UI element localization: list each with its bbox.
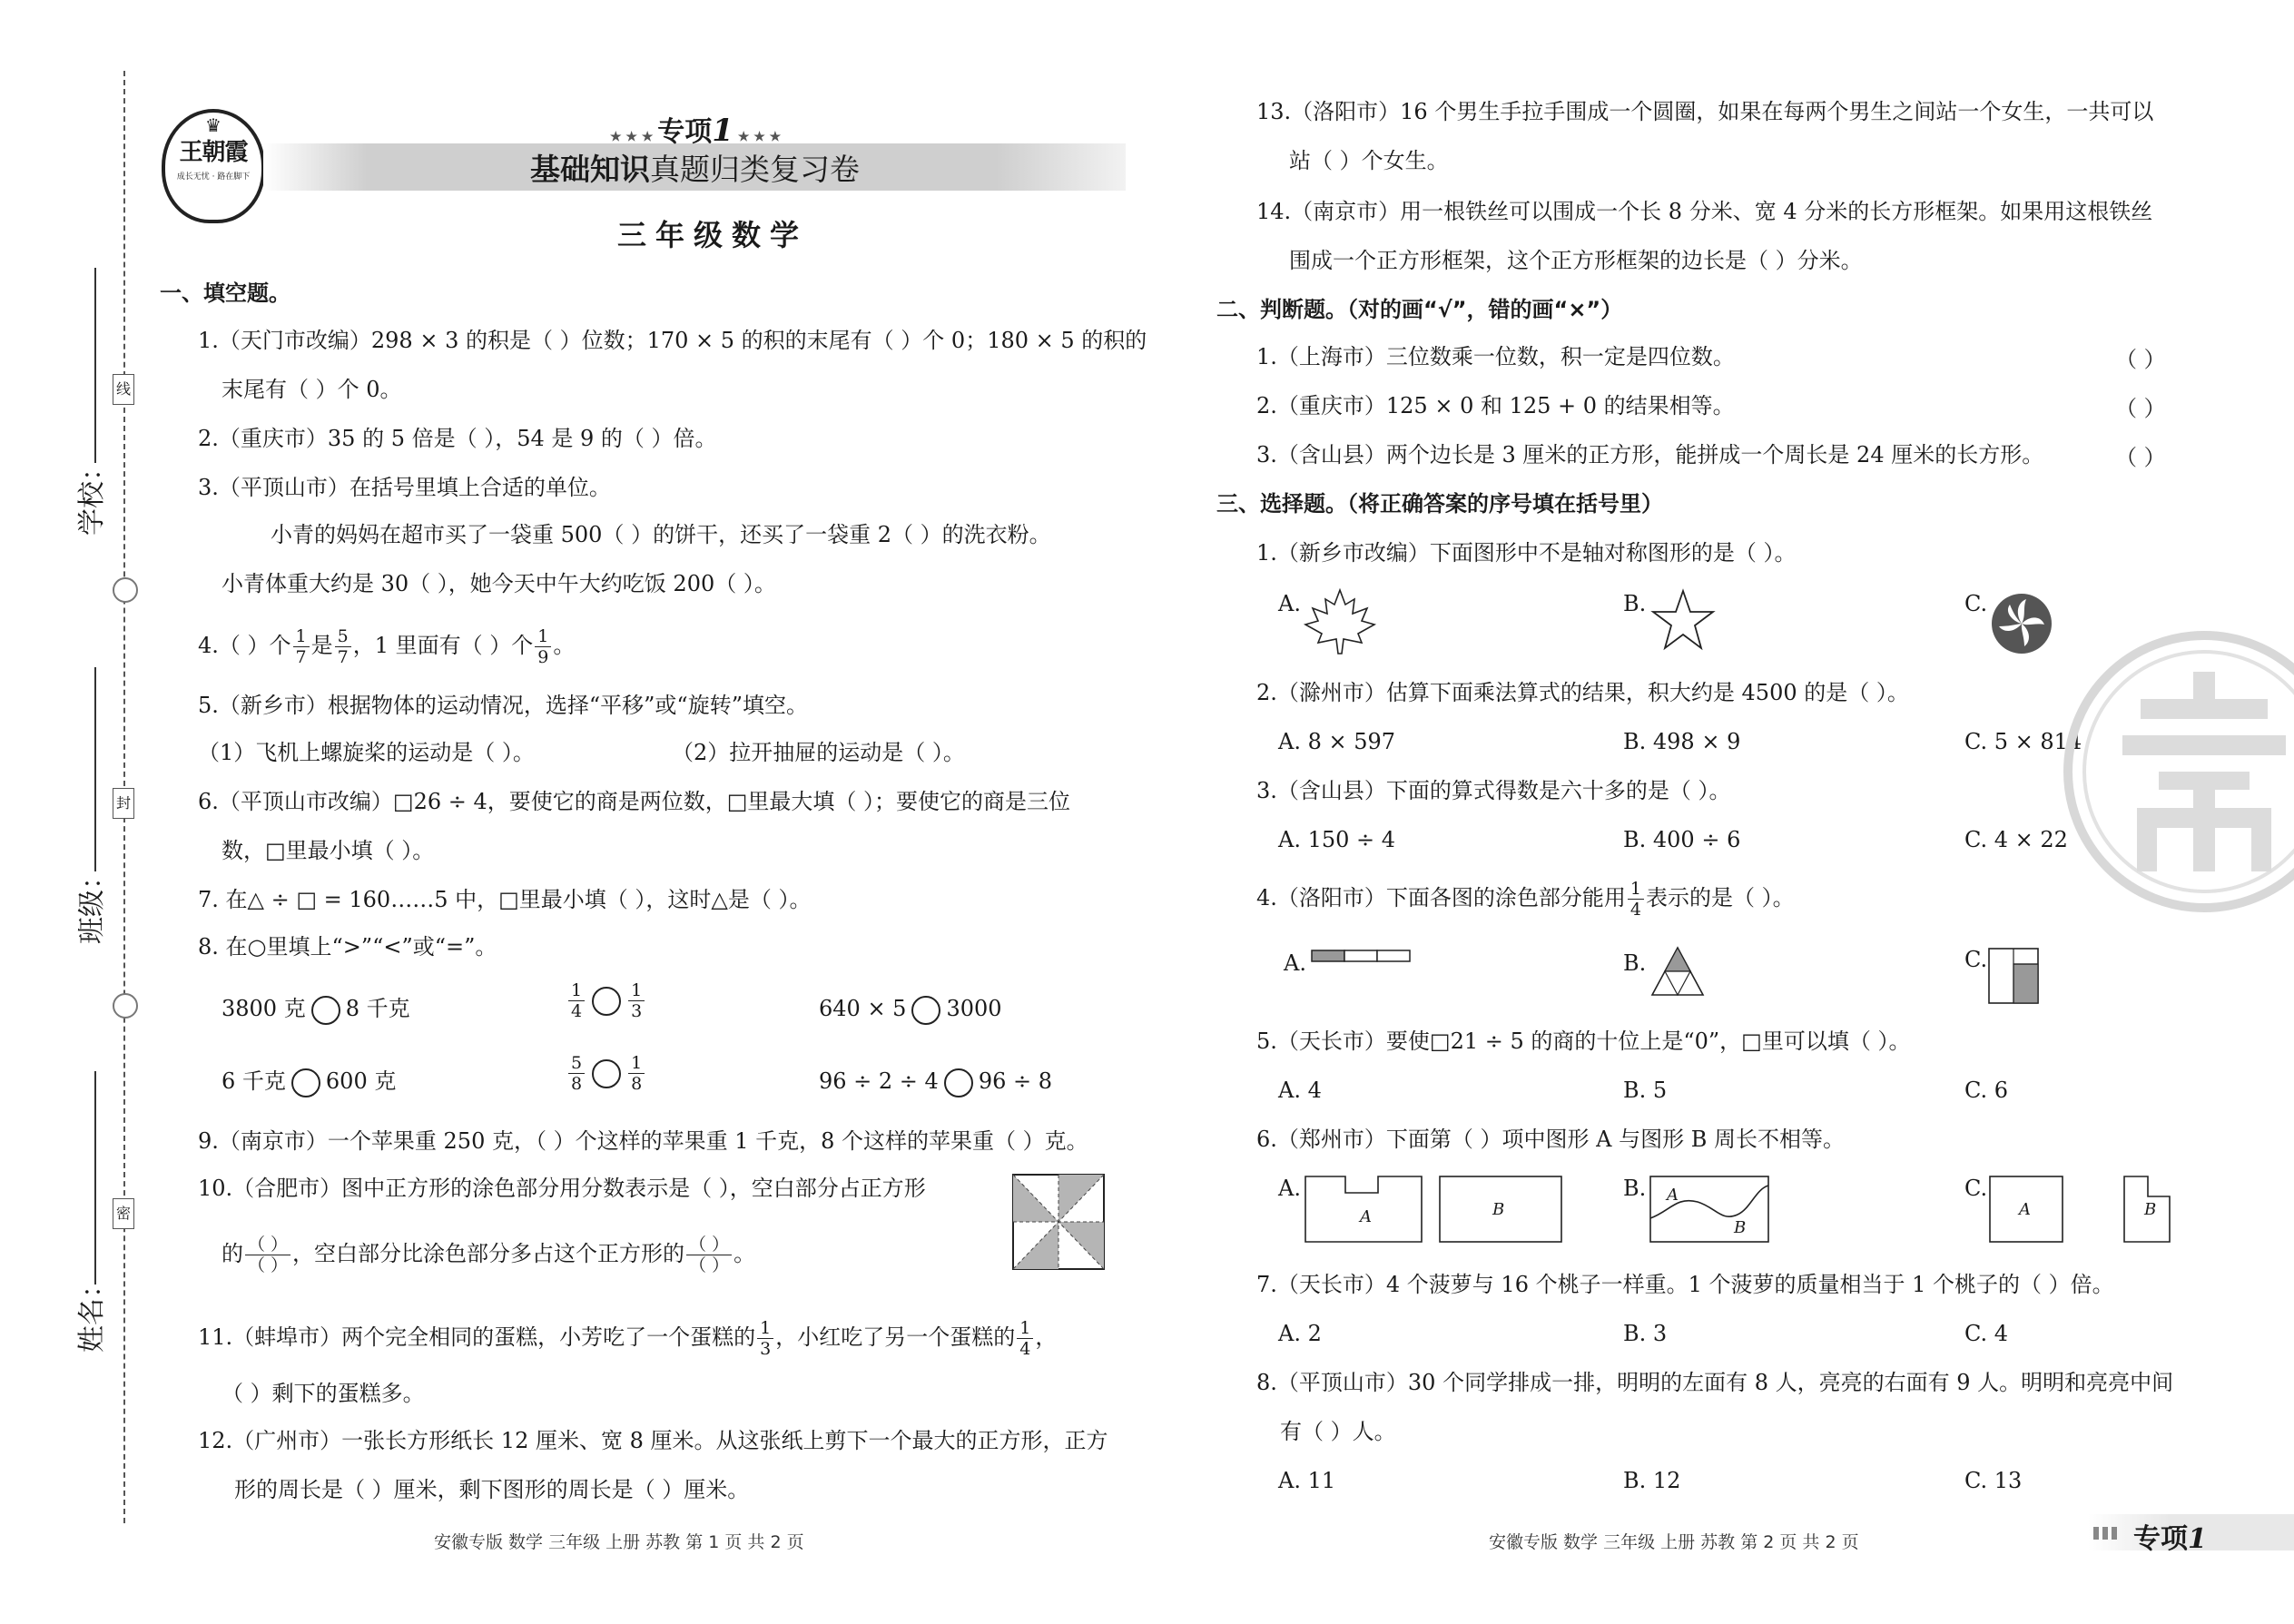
logo-motto: 成长无忧 · 路在脚下	[176, 172, 251, 182]
class-line	[94, 667, 96, 871]
q6-c-label-b: B	[2144, 1200, 2157, 1219]
judge-q2-answer[interactable]: （ ）	[2115, 396, 2166, 421]
compare-circle[interactable]	[592, 1059, 621, 1088]
q1-line2: 末尾有（ ）个 0。	[222, 377, 402, 402]
q6-a-label-a: A	[1360, 1207, 1372, 1226]
footer-tag-label: 专项1	[2133, 1523, 2207, 1555]
section-3-title: 三、选择题。（将正确答案的序号填在括号里）	[1216, 491, 1663, 517]
choice-q5: 5.（天长市）要使□21 ÷ 5 的商的十位上是“0”，□里可以填（ ）。	[1256, 1029, 1911, 1054]
choice-q4-option-a[interactable]: A.	[1284, 950, 1306, 976]
compare-circle[interactable]	[911, 996, 940, 1025]
choice-q3-option-c[interactable]: C. 4 × 22	[1964, 827, 2068, 852]
choice-q8-line1: 8.（平顶山市）30 个同学排成一排，明明的左面有 8 人，亮亮的右面有 9 人。明明和亮亮中间	[1256, 1370, 2174, 1395]
choice-q4: 4.（洛阳市）下面各图的涂色部分能用 $\frac{1}{4}$ 表示的是（ ）。	[1256, 879, 1795, 920]
q8-item-c: 640 × 5 3000	[819, 993, 1002, 1025]
school-label: 学校：	[76, 454, 108, 536]
choice-q7-option-c[interactable]: C. 4	[1964, 1321, 2009, 1346]
q3-line2: 小青的妈妈在超市买了一袋重 500（ ）的饼干，还买了一袋重 2（ ）的洗衣粉。	[271, 522, 1051, 547]
choice-q8-option-b[interactable]: B. 12	[1623, 1468, 1681, 1493]
q13-line2: 站（ ）个女生。	[1289, 148, 1449, 173]
footer-right: 安徽专版 数学 三年级 上册 苏教 第 2 页 共 2 页	[1489, 1532, 1859, 1552]
q12-line1: 12.（广州市）一张长方形纸长 12 厘米、宽 8 厘米。从这张纸上剪下一个最大的正方形，正方	[198, 1428, 1108, 1453]
choice-q8-option-c[interactable]: C. 13	[1964, 1468, 2023, 1493]
choice-q7-option-b[interactable]: B. 3	[1623, 1321, 1668, 1346]
school-line	[94, 268, 96, 463]
choice-q5-option-a[interactable]: A. 4	[1278, 1078, 1322, 1103]
q8-item-d: 6 千克 600 克	[222, 1066, 396, 1097]
footer-tag-squares	[2093, 1527, 2117, 1540]
choice-q1-option-c[interactable]: C.	[1964, 591, 1988, 616]
star-icon	[1650, 588, 1716, 652]
q8-item-b: $\frac{1}{4}$ $\frac{1}{3}$	[566, 980, 646, 1021]
q8-item-e: $\frac{5}{8}$ $\frac{1}{8}$	[566, 1053, 646, 1094]
q10-blank-frac-2: $\frac{( )}{( )}$	[686, 1235, 732, 1275]
compare-circle[interactable]	[311, 996, 340, 1025]
q6-option-a-figure	[1304, 1175, 1567, 1244]
choice-q7: 7.（天长市）4 个菠萝与 16 个桃子一样重。1 个菠萝的质量相当于 1 个桃子的（ ）倍。	[1256, 1272, 2114, 1297]
mark-seal: 封	[113, 788, 134, 819]
maple-leaf-icon	[1302, 588, 1378, 655]
q4-frac-b: $\frac{5}{7}$	[335, 626, 351, 667]
series-label: ★ ★ ★ 专项1 ★ ★ ★	[610, 113, 782, 149]
choice-q3-option-b[interactable]: B. 400 ÷ 6	[1623, 827, 1741, 852]
secret-seal-watermark	[2059, 626, 2294, 917]
q6-b-label-a: A	[1667, 1186, 1679, 1205]
q8-item-a: 3800 克 8 千克	[222, 993, 410, 1025]
section-1-title: 一、填空题。	[160, 281, 290, 306]
footer-left: 安徽专版 数学 三年级 上册 苏教 第 1 页 共 2 页	[434, 1532, 804, 1552]
q8: 8. 在○里填上“>”“<”或“=”。	[198, 934, 497, 960]
compare-circle[interactable]	[944, 1068, 973, 1097]
mark-secret: 密	[113, 1198, 134, 1229]
choice-q3: 3.（含山县）下面的算式得数是六十多的是（ ）。	[1256, 778, 1731, 803]
q11-line1: 11.（蚌埠市）两个完全相同的蛋糕，小芳吃了一个蛋糕的 $\frac{1}{3}$ ，小红吃了另一个蛋糕的 $\frac{1}{4}$ ，	[198, 1318, 1058, 1359]
name-label: 姓名：	[76, 1271, 108, 1353]
choice-q6-option-c[interactable]: C.	[1964, 1176, 1988, 1201]
q6-line2: 数，□里最小填（ ）。	[222, 838, 435, 863]
judge-q1-answer[interactable]: （ ）	[2115, 347, 2166, 372]
choice-q6-option-b[interactable]: B.	[1623, 1176, 1647, 1201]
q4-frac-a: $\frac{1}{7}$	[293, 626, 310, 667]
choice-q1-option-b[interactable]: B.	[1623, 591, 1647, 616]
q4-rect-figure	[1988, 948, 2039, 1004]
q10-line2: 的 $\frac{( )}{( )}$ ，空白部分比涂色部分多占这个正方形的 $\frac{( )}{( )}$ 。	[222, 1235, 756, 1275]
q2: 2.（重庆市）35 的 5 倍是（ ），54 是 9 的（ ）倍。	[198, 426, 717, 451]
q4-strip-figure	[1311, 950, 1413, 962]
mark-line: 线	[113, 374, 134, 405]
q11-line2: （ ）剩下的蛋糕多。	[222, 1381, 425, 1406]
judge-q2: 2.（重庆市）125 × 0 和 125 + 0 的结果相等。	[1256, 393, 1735, 418]
choice-q6-option-a[interactable]: A.	[1278, 1176, 1301, 1201]
choice-q2-option-c[interactable]: C. 5 × 814	[1964, 729, 2082, 754]
q12-line2: 形的周长是（ ）厘米，剩下图形的周长是（ ）厘米。	[234, 1477, 750, 1502]
q6-a-label-b: B	[1492, 1200, 1505, 1219]
q7: 7. 在△ ÷ □ = 160……5 中，□里最小填（ ），这时△是（ ）。	[198, 887, 812, 912]
page-title: 基础知识真题归类复习卷	[530, 152, 860, 187]
compare-circle[interactable]	[291, 1068, 320, 1097]
q5-line1: 5.（新乡市）根据物体的运动情况，选择“平移”或“旋转”填空。	[198, 693, 808, 718]
q14-line1: 14.（南京市）用一根铁丝可以围成一个长 8 分米、宽 4 分米的长方形框架。如果用这根铁丝	[1256, 199, 2153, 224]
q8-item-f: 96 ÷ 2 ÷ 4 96 ÷ 8	[819, 1066, 1052, 1097]
choice-q8-line2: 有（ ）人。	[1280, 1419, 1396, 1444]
name-line	[94, 1071, 96, 1284]
q5-part2: （2）拉开抽屉的运动是（ ）。	[672, 740, 965, 765]
compare-circle[interactable]	[592, 987, 621, 1016]
choice-q7-option-a[interactable]: A. 2	[1278, 1321, 1322, 1346]
q4-triangle-figure	[1650, 946, 1705, 997]
q3-line1: 3.（平顶山市）在括号里填上合适的单位。	[198, 475, 611, 500]
choice-q2-option-b[interactable]: B. 498 × 9	[1623, 729, 1741, 754]
choice-q4-option-c[interactable]: C.	[1964, 947, 1988, 972]
q4-frac-c: $\frac{1}{9}$	[535, 626, 551, 667]
choice-q5-option-c[interactable]: C. 6	[1964, 1078, 2009, 1103]
class-label: 班级：	[76, 862, 108, 944]
q10-square-figure	[1011, 1173, 1106, 1271]
hole-1	[113, 577, 138, 603]
q6-c-label-a: A	[2019, 1200, 2031, 1219]
hole-2	[113, 993, 138, 1019]
logo-crown-icon: ♛	[205, 114, 222, 136]
choice-q2-option-a[interactable]: A. 8 × 597	[1278, 729, 1396, 754]
q9: 9.（南京市）一个苹果重 250 克，（ ）个这样的苹果重 1 千克，8 个这样的苹果重（ ）克。	[198, 1128, 1088, 1154]
choice-q6: 6.（郑州市）下面第（ ）项中图形 A 与图形 B 周长不相等。	[1256, 1127, 1846, 1152]
choice-q4-option-b[interactable]: B.	[1623, 950, 1647, 976]
choice-q1-option-a[interactable]: A.	[1278, 591, 1301, 616]
q13-line1: 13.（洛阳市）16 个男生手拉手围成一个圆圈，如果在每两个男生之间站一个女生，一共可以	[1256, 99, 2154, 124]
q4: 4.（ ）个 $\frac{1}{7}$ 是 $\frac{5}{7}$ ，1 里面有（ ）个 $\frac{1}{9}$ 。	[198, 626, 576, 667]
logo-badge	[162, 109, 265, 223]
q1-line1: 1.（天门市改编）298 × 3 的积是（ ）位数；170 × 5 的积的末尾有（ ）个 0；180 × 5 的积的	[198, 328, 1147, 353]
judge-q3: 3.（含山县）两个边长是 3 厘米的正方形，能拼成一个周长是 24 厘米的长方形。	[1256, 442, 2044, 468]
page-subtitle: 三年级数学	[617, 218, 809, 252]
choice-q8-option-a[interactable]: A. 11	[1278, 1468, 1336, 1493]
choice-q2: 2.（滁州市）估算下面乘法算式的结果，积大约是 4500 的是（ ）。	[1256, 680, 1909, 705]
q6-line1: 6.（平顶山市改编）□26 ÷ 4，要使它的商是两位数，□里最大填（ ）；要使它的商是三位	[198, 789, 1071, 814]
q3-line3: 小青体重大约是 30（ ），她今天中午大约吃饭 200（ ）。	[222, 571, 776, 596]
judge-q3-answer[interactable]: （ ）	[2115, 445, 2166, 470]
section-2-title: 二、判断题。（对的画“√”，错的画“×”）	[1216, 297, 1623, 322]
logo-text: 王朝霞	[179, 139, 248, 166]
judge-q1: 1.（上海市）三位数乘一位数，积一定是四位数。	[1256, 344, 1735, 369]
choice-q1: 1.（新乡市改编）下面图形中不是轴对称图形的是（ ）。	[1256, 540, 1797, 566]
q10-line1: 10.（合肥市）图中正方形的涂色部分用分数表示是（ ），空白部分占正方形	[198, 1176, 926, 1201]
q10-blank-frac-1: $\frac{( )}{( )}$	[245, 1235, 290, 1275]
q5-part1: （1）飞机上螺旋桨的运动是（ ）。	[198, 740, 535, 765]
q6-b-label-b: B	[1734, 1218, 1747, 1237]
q14-line2: 围成一个正方形框架，这个正方形框架的边长是（ ）分米。	[1289, 248, 1863, 273]
bauhinia-flower-icon	[1990, 592, 2053, 655]
choice-q3-option-a[interactable]: A. 150 ÷ 4	[1278, 827, 1396, 852]
choice-q5-option-b[interactable]: B. 5	[1623, 1078, 1668, 1103]
